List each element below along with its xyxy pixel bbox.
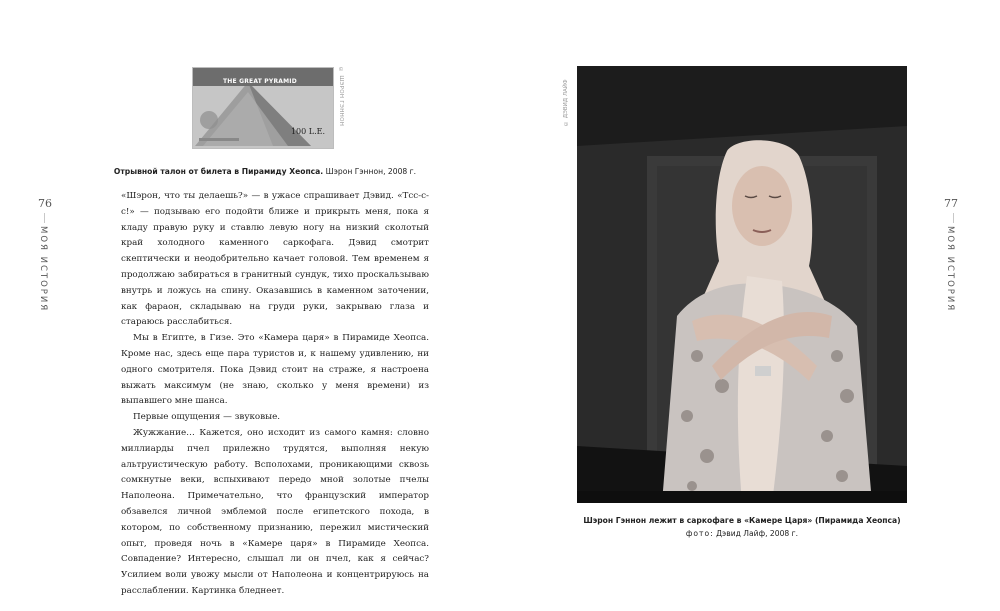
page-number-right: 77 [944,197,958,210]
photo-caption-credit: Дэвид Лайф, 2008 г. [716,529,799,538]
ticket-caption-title: Отрывной талон от билета в Пирамиду Хеопса. [113,167,324,176]
ticket-caption-credit: Шэрон Гэннон, 2008 г. [325,167,417,176]
running-head-left: МОЯ ИСТОРИЯ [38,226,48,313]
running-head-right: МОЯ ИСТОРИЯ [945,226,955,313]
ticket-title: THE GREAT PYRAMID [223,78,297,85]
photo-illustration [577,66,907,503]
body-text [121,189,429,600]
photo-credit: © ДЭВИД ЛАЙФ [563,79,569,126]
photo-caption-title: Шэрон Гэннон лежит в саркофаге в «Камере Царя» (Пирамида Хеопса) [583,516,901,525]
paragraph: Мы в Египте, в Гизе. Это «Камера царя» в Пирамиде Хеопса. Кроме нас, здесь еще пара туристов и, к нашему удивлению, ни одного смотрителя. Пока Дэвид стоит на страже, я настроена выжать максимум (не знаю, сколько у меня времени) из выпавшего мне шанса. [121,333,429,407]
divider-left [44,213,45,223]
ticket-stub-image [192,67,334,149]
paragraph: Первые ощущения — звуковые. [133,412,281,423]
divider-right [953,213,954,223]
photo-caption-credit-line [560,527,924,540]
photo-woman-in-sarcophagus [577,66,907,503]
page-number-left: 76 [38,197,52,210]
ticket-caption [100,167,430,176]
paragraph: Жужжание… Кажется, оно исходит из самого камня: словно миллиарды пчел прилежно трудятся, выполняя некую альтруистическую работу. Всполохами, проникающими сквозь сомкнутые веки, вспыхивают передо мной золотые пчелы Наполеона. Примечательно, что французский император обзавелся личной эмблемой после египетского похода, в котором, по собственному признанию, пережил мистический опыт, проведя ночь в «Камере царя» в Пирамиде Хеопса. Совпадение? Интересно, слышал ли он пчел, как я сейчас? Усилием воли увожу мысли от Наполеона и концентрируюсь на расслаблении. Картинка бледнеет. [121,427,429,596]
ticket-price: 100 L.E. [290,127,325,136]
paragraph: «Шэрон, что ты делаешь?» — в ужасе спрашивает Дэвид. «Тсс-с-с!» — подзываю его подойти ближе и прикрыть меня, пока я кладу правую руку и ставлю левую ногу на низкий сколотый край холодного каменного саркофага. Дэвид смотрит скептически и неодобрительно качает головой. Тем временем я продолжаю забираться в гранитный сундук, тихо проскальзываю внутрь и ложусь на спину. Оказавшись в каменном заточении, как фараон, складываю на груди руки, закрываю глаза и стараюсь расслабиться. [121,191,429,328]
photo-caption-credit-label: фото: [685,529,714,538]
photo-caption [560,514,924,540]
ticket-credit: © ШЭРОН ГЭННОН [338,67,344,127]
